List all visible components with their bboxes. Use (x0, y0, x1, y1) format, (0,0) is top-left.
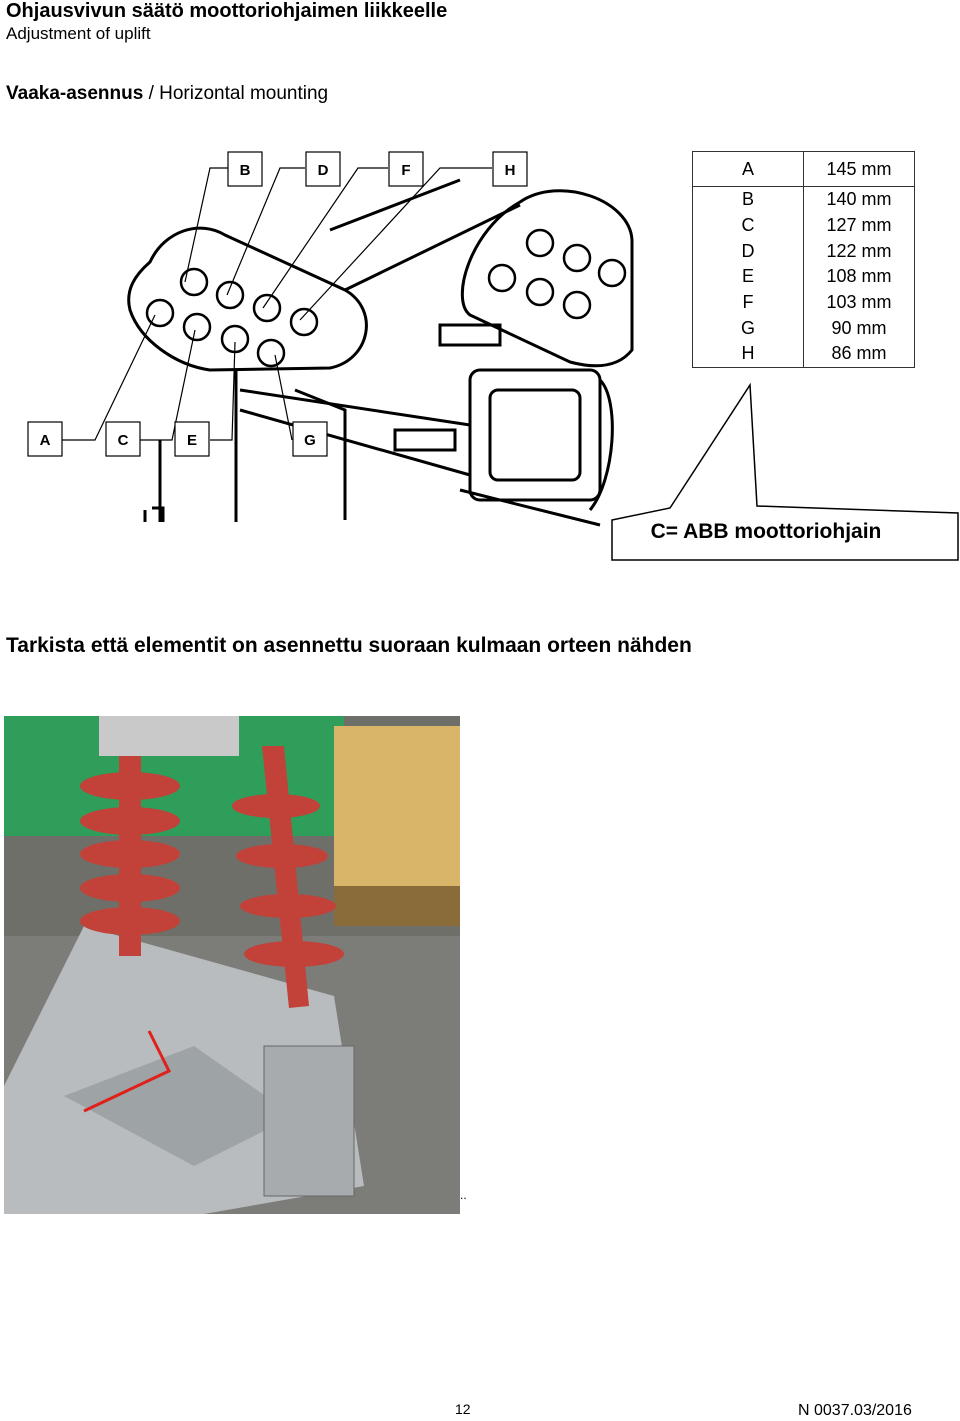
page-subtitle: Adjustment of uplift (6, 24, 151, 43)
dimension-key: G (693, 315, 804, 341)
shed-r3 (240, 894, 336, 918)
pallet (334, 886, 460, 926)
dimension-table (692, 151, 915, 368)
bracket-bottom (460, 490, 600, 525)
dimension-row (693, 290, 915, 316)
shed-1 (80, 772, 180, 800)
shed-4 (80, 874, 180, 902)
shed-2 (80, 807, 180, 835)
page-number: 12 (455, 1401, 471, 1417)
hole-g (258, 340, 284, 366)
dimension-key: F (693, 290, 804, 316)
bottom-label-text: E (186, 432, 198, 449)
hole-right-3 (599, 260, 625, 286)
leader-a (62, 315, 155, 440)
dimension-value: 86 mm (804, 341, 915, 367)
shed-r1 (232, 794, 320, 818)
callout-text: C= ABB moottoriohjain (650, 520, 882, 543)
hole-right-6 (564, 292, 590, 318)
hole-d (217, 282, 243, 308)
leader-f (263, 168, 388, 308)
dimension-row (693, 341, 915, 367)
dimension-value: 145 mm (804, 152, 915, 187)
dimension-row (693, 187, 915, 213)
bolt-upper (440, 325, 500, 345)
cardboard-box (334, 726, 460, 896)
hole-right-4 (489, 265, 515, 291)
arm-top-line (330, 180, 460, 230)
bracket-plate (264, 1046, 354, 1196)
hole-c (184, 314, 210, 340)
dimension-key: D (693, 238, 804, 264)
instruction-note: Tarkista että elementit on asennettu suoraan kulmaan orteen nähden (6, 634, 692, 657)
dimension-value: 108 mm (804, 264, 915, 290)
shed-r4 (244, 941, 344, 967)
shed-3 (80, 840, 180, 868)
shed-5 (80, 907, 180, 935)
section-heading-bold: Vaaka-asennus (6, 83, 144, 104)
hole-h (291, 309, 317, 335)
bracket-inner (490, 390, 580, 480)
page-title: Ohjausvivun säätö moottoriohjaimen liikkeelle (6, 0, 448, 22)
bottom-label-text: C (117, 432, 129, 449)
dimension-key: C (693, 213, 804, 239)
bottom-label-text: A (39, 432, 51, 449)
dimension-key: A (693, 152, 804, 187)
hole-f (254, 295, 280, 321)
bottom-label-group (28, 422, 327, 456)
hole-right-1 (527, 230, 553, 256)
shed-r2 (236, 844, 328, 868)
leader-b (185, 168, 228, 282)
document-id: N 0037.03/2016 (798, 1402, 912, 1419)
arm-mid-line (345, 205, 520, 290)
leader-e (210, 342, 235, 440)
hole-right-2 (564, 245, 590, 271)
dimension-value: 122 mm (804, 238, 915, 264)
left-plate (129, 228, 367, 370)
dimension-value: 90 mm (804, 315, 915, 341)
top-label-text: F (401, 162, 411, 179)
top-label-text: D (317, 162, 329, 179)
leader-d (227, 168, 305, 295)
section-heading (6, 83, 328, 105)
dimension-value: 127 mm (804, 213, 915, 239)
dimension-row (693, 213, 915, 239)
dimension-value: 140 mm (804, 187, 915, 213)
hole-a (147, 300, 173, 326)
dimension-row (693, 264, 915, 290)
top-label-group (228, 152, 527, 186)
bolt-lower (395, 430, 455, 450)
installation-photo (4, 716, 460, 1214)
section-heading-rest: / Horizontal mounting (143, 83, 329, 104)
dimension-row (693, 315, 915, 341)
dimension-key: E (693, 264, 804, 290)
dimension-row (693, 238, 915, 264)
photo-caption-dots: .. (460, 1188, 467, 1202)
dimension-value: 103 mm (804, 290, 915, 316)
bottom-label-text: G (304, 432, 316, 449)
insulator-left (80, 756, 180, 956)
top-label-text: B (239, 162, 251, 179)
hole-right-5 (527, 279, 553, 305)
dimension-key: H (693, 341, 804, 367)
dimension-row (693, 152, 915, 187)
hole-b (181, 269, 207, 295)
top-label-text: H (504, 162, 516, 179)
top-fitting (99, 716, 239, 756)
dimension-key: B (693, 187, 804, 213)
